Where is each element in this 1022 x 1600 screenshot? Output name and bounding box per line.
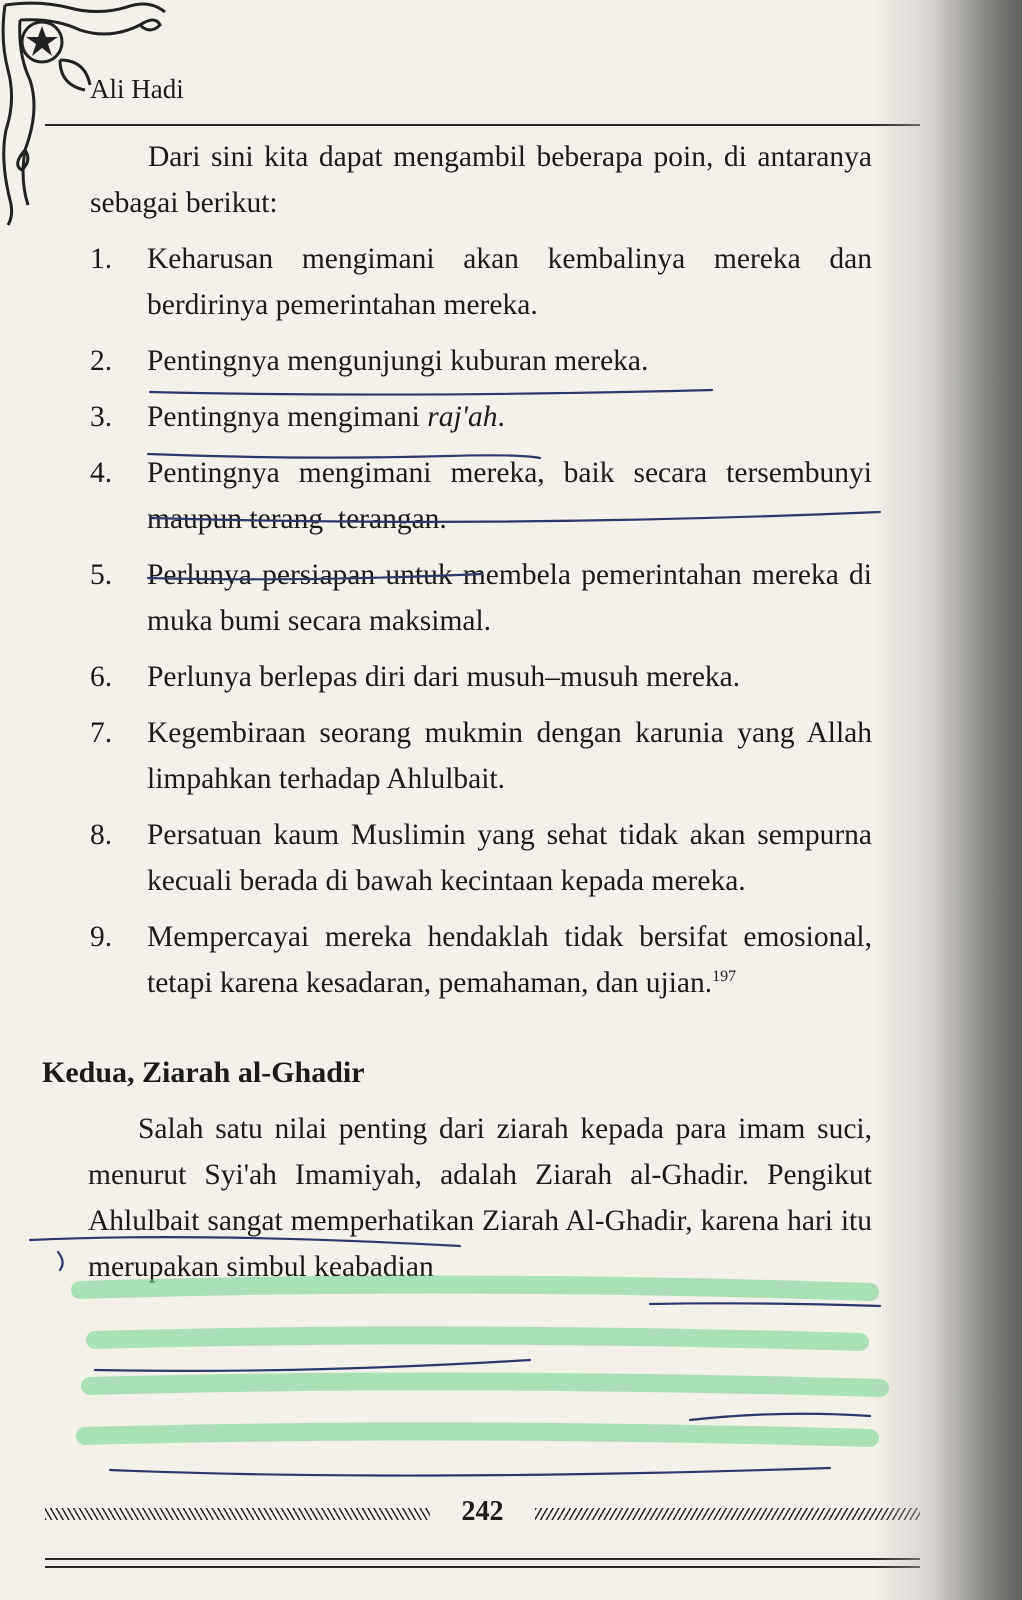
binding-shadow (872, 0, 1022, 1600)
list-item-text: Perlunya berlepas diri dari musuh–musuh mereka. (147, 661, 741, 693)
list-item-italic-term: raj'ah (427, 401, 498, 433)
list-item (90, 552, 872, 644)
body-text (42, 134, 872, 1290)
list-item-number: 5. (90, 559, 113, 591)
footer-rule-double (45, 1566, 920, 1568)
list-item-text-wrapper (147, 394, 872, 440)
list-item-number: 9. (90, 921, 113, 953)
list-item-text-wrapper (147, 914, 872, 1006)
list-item-number: 6. (90, 661, 113, 693)
list-item (90, 450, 872, 542)
header-rule (45, 124, 920, 126)
section-paragraph: Salah satu nilai penting dari ziarah kepada para imam suci, menurut Syi'ah Imamiyah, adalah Ziarah al-Ghadir. Pengikut Ahlulbait sangat memperhatikan Ziarah Al-Ghadir, karena hari itu merupakan simbul keabadian (88, 1113, 872, 1283)
list-item-number: 7. (90, 717, 113, 749)
intro-paragraph: Dari sini kita dapat mengambil beberapa poin, di antaranya sebagai berikut: (90, 141, 872, 219)
footer-hatch-right (535, 1508, 920, 1520)
list-item-text: Keharusan mengimani akan kembalinya mereka dan berdirinya pemerintahan mereka. (147, 243, 872, 321)
list-item (90, 812, 872, 904)
list-item (90, 338, 872, 384)
list-item-text: Perlunya persiapan untuk membela pemerintahan mereka di muka bumi secara maksimal. (147, 559, 872, 637)
list-item (90, 710, 872, 802)
list-item-text: Mempercayai mereka hendaklah tidak bersifat emosional, tetapi karena kesadaran, pemahaman, dan ujian. (147, 921, 872, 999)
list-item (90, 654, 872, 700)
footnote-marker[interactable]: 197 (712, 968, 737, 986)
page-number: 242 (461, 1496, 504, 1527)
list-item-text: Pentingnya mengunjungi kuburan mereka. (147, 345, 649, 377)
running-head: Ali Hadi (90, 74, 184, 104)
section-title: Kedua, Ziarah al-Ghadir (42, 1056, 365, 1089)
list-item-text: Pentingnya mengimani (147, 401, 428, 433)
list-item-number: 2. (90, 345, 113, 377)
green-highlighter-marks (80, 1284, 880, 1438)
list-item (90, 914, 872, 1006)
list-item-number: 8. (90, 819, 113, 851)
points-list (90, 236, 872, 1006)
list-item-text: Persatuan kaum Muslimin yang sehat tidak akan sempurna kecuali berada di bawah kecintaan kepada mereka. (147, 819, 872, 897)
list-item-text: Pentingnya mengimani mereka, baik secara tersembunyi maupun terang–terangan. (147, 457, 872, 535)
footer-rule (45, 1558, 920, 1560)
footer-hatch-left (45, 1508, 430, 1520)
list-item-number: 3. (90, 401, 113, 433)
list-item (90, 236, 872, 328)
list-item-text-end: . (497, 401, 505, 433)
list-item-number: 4. (90, 457, 113, 489)
list-item-number: 1. (90, 243, 113, 275)
list-item (90, 394, 872, 440)
list-item-text: Kegembiraan seorang mukmin dengan karunia yang Allah limpahkan terhadap Ahlulbait. (147, 717, 872, 795)
